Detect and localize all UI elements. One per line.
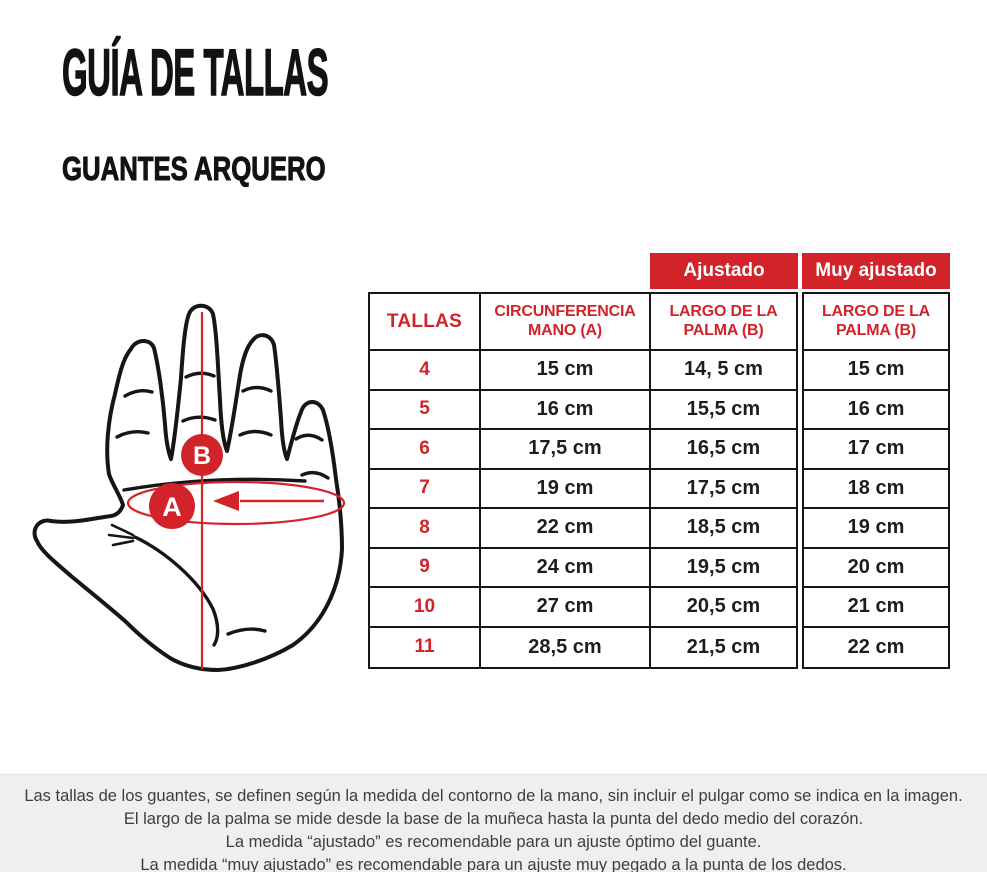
- circumference-cell: 27 cm: [481, 588, 651, 628]
- circumference-cell: 17,5 cm: [481, 430, 651, 470]
- hand-illustration: [12, 288, 374, 690]
- size-table-muy-ajustado: [802, 292, 950, 669]
- palm-tight-cell: 20 cm: [804, 549, 948, 589]
- size-cell: 6: [370, 430, 481, 470]
- circumference-cell: 24 cm: [481, 549, 651, 589]
- hand-outline: [35, 306, 342, 670]
- marker-b-label: B: [192, 442, 212, 470]
- palm-fit-cell: 17,5 cm: [651, 470, 796, 510]
- size-table-main: [368, 292, 798, 669]
- title-block: [62, 35, 594, 187]
- footer-note-line: La medida “muy ajustado” es recomendable para un ajuste muy pegado a la punta de los dedos.: [140, 856, 847, 872]
- circumference-cell: 22 cm: [481, 509, 651, 549]
- circumference-cell: 15 cm: [481, 351, 651, 391]
- palm-tight-cell: 22 cm: [847, 635, 905, 658]
- size-cell: 11: [370, 628, 481, 668]
- circumference-cell: 16 cm: [481, 391, 651, 431]
- palm-fit-cell: 18,5 cm: [651, 509, 796, 549]
- footer-note-line: La medida “ajustado” es recomendable para un ajuste óptimo del guante.: [225, 833, 762, 851]
- footer-notes: [0, 774, 987, 872]
- palm-fit-cell: 14, 5 cm: [651, 351, 796, 391]
- header-tallas: TALLAS: [370, 294, 481, 351]
- marker-a-label: A: [162, 492, 182, 522]
- banner-muy-ajustado: Muy ajustado: [802, 253, 950, 289]
- palm-tight-cell: 19 cm: [804, 509, 948, 549]
- footer-note-line: Las tallas de los guantes, se definen según la medida del contorno de la mano, sin incluir el pulgar como se indica en la imagen.: [24, 787, 963, 805]
- header-largo-muy-ajustado: LARGO DE LA PALMA (B): [804, 294, 948, 351]
- page-subtitle: GUANTES ARQUERO: [62, 150, 326, 187]
- palm-fit-cell: 19,5 cm: [651, 549, 796, 589]
- size-cell: 5: [370, 391, 481, 431]
- palm-fit-cell: 21,5 cm: [686, 635, 761, 658]
- palm-tight-cell: 21 cm: [804, 588, 948, 628]
- palm-tight-cell: 15 cm: [804, 351, 948, 391]
- palm-tight-cell: 18 cm: [804, 470, 948, 510]
- page-title: GUÍA DE TALLAS: [62, 35, 329, 109]
- size-cell: 4: [370, 351, 481, 391]
- size-cell: 7: [370, 470, 481, 510]
- size-cell: 8: [370, 509, 481, 549]
- banner-ajustado: Ajustado: [650, 253, 798, 289]
- palm-fit-cell: 16,5 cm: [651, 430, 796, 470]
- footer-note-line: El largo de la palma se mide desde la base de la muñeca hasta la punta del dedo medio del corazón.: [123, 810, 864, 828]
- palm-tight-cell: 16 cm: [804, 391, 948, 431]
- header-largo-ajustado: LARGO DE LA PALMA (B): [651, 294, 796, 351]
- size-cell: 9: [370, 549, 481, 589]
- palm-tight-cell: 17 cm: [804, 430, 948, 470]
- header-circunferencia: CIRCUNFERENCIA MANO (A): [481, 294, 651, 351]
- palm-fit-cell: 15,5 cm: [651, 391, 796, 431]
- size-cell: 10: [370, 588, 481, 628]
- palm-fit-cell: 20,5 cm: [651, 588, 796, 628]
- hand-measurement-diagram: [12, 288, 374, 690]
- circumference-cell: 19 cm: [481, 470, 651, 510]
- circumference-cell: 28,5 cm: [481, 628, 651, 668]
